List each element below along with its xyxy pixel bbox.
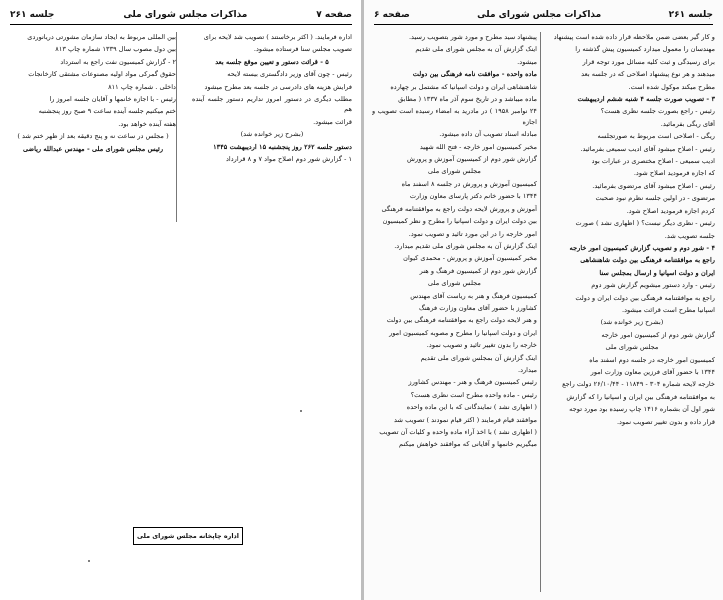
paragraph: مخبر کمیسیون آموزش و پرورش - محمدی کیوان xyxy=(403,254,537,263)
text-column-left xyxy=(10,32,176,156)
paragraph: ۳ - تصویب صورت جلسه ۴ شنبه ششم اردیبهشت xyxy=(577,95,715,104)
paragraph: میدهند و هر نوع پیشنهاد اصلاحی که در جلسه بعد xyxy=(581,70,715,79)
session-number: جلسه ۲۶۱ xyxy=(10,10,55,20)
paragraph: ایران و دولت اسپانیا را مطرح و مصوبه کمیسیون امور xyxy=(389,328,537,337)
paragraph: مجلس شورای ملی xyxy=(605,343,659,352)
paragraph: حقوق گمرکی مواد اولیه مصنوعات مشتقی کارخانجات xyxy=(28,70,176,79)
paragraph: رئیس - اصلاح میشود آقای مرتضوی بفرمائید. xyxy=(592,181,715,190)
right-page xyxy=(364,0,723,600)
paragraph: اینک گزارش آن به مجلس شورای ملی تقدیم میدارد. xyxy=(394,241,537,250)
publication-title: مذاکرات مجلس شورای ملی xyxy=(477,10,602,20)
text-column-right xyxy=(192,32,352,166)
paragraph: میگیریم خانمها و آقایانی که موافقند خواهش میکنم xyxy=(399,440,537,449)
header-rule xyxy=(374,24,713,25)
paragraph: و هنر لایحه دولت راجع به موافقتنامه فرهنگی بین دولت xyxy=(386,316,537,325)
paragraph: مطرح میکند موکول شده است. xyxy=(628,82,715,91)
paragraph: پیشنهاد سید مطرح و مورد شور بتصویب رسید. xyxy=(408,33,537,41)
paragraph: ۱ - گزارش شور دوم اصلاح مواد ۷ و ۸ قرارداد xyxy=(225,155,352,164)
session-number: جلسه ۲۶۱ xyxy=(668,10,713,20)
paragraph: کردم اجازه فرمودید اصلاح شود. xyxy=(626,206,715,215)
paragraph: رئیس - راجع بصورت جلسه نظری هست؟ xyxy=(600,107,715,116)
paragraph: داخلی . شماره چاپ ۸۱۱ xyxy=(108,82,176,91)
paragraph: موافقند قیام فرمایند ( اکثر قیام نمودند ) تصویب شد xyxy=(394,415,537,424)
paragraph: رئیس - نظری دیگر نیست؟ ( اظهاری نشد ) صورت xyxy=(575,219,715,228)
paragraph: شاهنشاهی ایران و دولت اسپانیا که مشتمل بر چهارده xyxy=(390,82,537,91)
paragraph: ادیب سمیعی - اصلاح مختصری در عبارات بود xyxy=(591,157,715,166)
paragraph: رئیس - چون آقای وزیر دادگستری بیسته لایحه xyxy=(227,70,352,79)
paragraph: قرار داده و بدون تغییر تصویب نمود. xyxy=(616,417,715,426)
page-header xyxy=(10,8,352,22)
paragraph: فرایش هزینه های دادرسی در جلسه بعد مطرح میشود xyxy=(204,82,352,91)
paragraph: ریگی - اصلاحی است مربوط به صورتجلسه xyxy=(597,132,715,141)
paragraph: رئیس - اصلاح میشود آقای ادیب سمیعی بفرمائید. xyxy=(580,144,715,153)
paragraph: راجع به موافقتنامه فرهنگی بین دولت شاهنشاهی xyxy=(580,256,715,265)
paragraph: خارجه را بدون تغییر تائید و تصویب نمود. xyxy=(426,341,537,350)
paragraph: ( اظهاری نشد ) نمایندگانی که با این ماده واحده xyxy=(406,403,537,412)
paragraph: بین المللی مربوط به ایجاد سازمان مشورتی دریانوردی xyxy=(27,33,176,41)
column-divider xyxy=(176,32,177,222)
paragraph: کمیسیون فرهنگ و هنر به ریاست آقای مهندس xyxy=(410,291,537,300)
text-column-left xyxy=(372,32,537,594)
paragraph: گزارش شور دوم از کمیسیون آموزش و پرورش xyxy=(407,155,537,164)
paragraph: کمیسیون امور خارجه در جلسه دوم اسفند ماه xyxy=(589,355,715,364)
paragraph: رئیس - با اجازه خانمها و آقایان جلسه امروز را xyxy=(49,95,176,104)
paragraph: شور اول آن بشماره ۱۴۱۶ چاپ رسیده بود مورد توجه xyxy=(569,405,715,414)
paragraph: به موافقتنامه فرهنگی بین ایران و اسپانیا را که گزارش xyxy=(566,392,715,401)
text-column-right xyxy=(549,32,715,594)
paragraph: آقای ریگی بفرمائید. xyxy=(660,119,715,128)
paragraph: مجلس شورای ملی xyxy=(428,279,481,288)
paragraph: آموزش و پرورش لایحه دولت راجع به موافقتنامه فرهنگی xyxy=(381,204,537,213)
paragraph: کمیسیون آموزش و پرورش در جلسه ۸ اسفند ماه xyxy=(401,179,537,188)
paragraph: ۱۳۴۴ با حضور خانم دکتر پارسای معاون وزارت xyxy=(409,192,537,201)
header-rule xyxy=(10,24,352,25)
paragraph: مخبر کمیسیون امور خارجه - فتح الله شهید xyxy=(419,142,537,151)
paragraph: ۲ - گزارش کمیسیون نفت راجع به استرداد xyxy=(60,57,176,66)
paragraph: قرائت میشود. xyxy=(313,117,352,126)
paragraph: مبادله اسناد تصویب آن داده میشود. xyxy=(439,130,537,139)
paragraph: (بشرح زیر خوانده شد) xyxy=(240,130,304,139)
printing-house-stamp: اداره چاپخانه مجلس شورای ملی xyxy=(133,527,243,545)
paragraph: مطلب دیگری در دستور امروز نداریم دستور جلسه آینده هم xyxy=(192,95,352,114)
paragraph: ۱۳۴۴ با حضور آقای فرزین معاون وزارت امور xyxy=(590,367,715,376)
paragraph: اینک گزارش آن بمجلس شورای ملی تقدیم xyxy=(420,353,537,362)
paragraph: ( مجلس در ساعت نه و پنج دقیقه بعد از ظهر ختم شد ) xyxy=(17,132,169,141)
paragraph: ماده میباشد و در تاریخ سوم آذر ماه ۱۳۳۷ ( مطابق xyxy=(398,95,537,104)
page-header xyxy=(374,8,713,22)
paragraph: میدارد. xyxy=(517,365,537,374)
paragraph: بین دولت ایران و دولت اسپانیا را مطرح و نظر کمیسیون xyxy=(382,217,537,226)
paragraph: بین دول مصوب سال ۱۳۳۹ شماره چاپ ۸۱۳ xyxy=(55,45,176,54)
paragraph: راجع به موافقتنامه فرهنگی بین دولت ایران و دولت xyxy=(575,293,715,302)
paragraph: ایران و دولت اسپانیا و ارسال بمجلس سنا xyxy=(599,268,715,277)
paragraph: (بشرح زیر خوانده شد) xyxy=(600,318,664,327)
paragraph: جلسه تصویب شد. xyxy=(664,231,715,240)
paragraph: هفته آینده خواهد بود. xyxy=(118,119,176,128)
paragraph: برای رسیدگی و ثبت کلیه مسائل مورد توجه قرار xyxy=(582,57,715,66)
paragraph: رئیس - ماده واحده مطرح است نظری هست؟ xyxy=(410,390,537,399)
paragraph: مرتضوی - در اولین جلسه نظرم نبود صحبت xyxy=(595,194,715,203)
scan-speck xyxy=(300,410,302,412)
paragraph: رئیس - وارد دستور میشویم گزارش شور دوم xyxy=(591,281,715,290)
paragraph: ۲۴ نوامبر ۱۹۵۸ ) در مادرید به امضاء رسیده است تصویب و اجازه xyxy=(372,107,537,126)
publication-title: مذاکرات مجلس شورای ملی xyxy=(123,10,248,20)
paragraph: تصویب مجلس سنا فرستاده میشود. xyxy=(253,45,352,54)
paragraph: ماده واحده - موافقت نامه فرهنگی بین دولت xyxy=(412,70,537,79)
paragraph: خارجه لایحه شماره ۳۰۴ - ۱۱۸۴۹ - ۲۶/۱۰/۴۴ دولت راجع xyxy=(562,380,715,389)
paragraph: رئیس کمیسیون فرهنگ و هنر - مهندس کشاورز xyxy=(408,378,537,387)
paragraph: مهندسان را معمول میدارد کمیسیون پیش گذشته را xyxy=(575,45,715,54)
paragraph: گزارش شور دوم از کمیسیون فرهنگ و هنر xyxy=(419,266,537,275)
paragraph: کشاورز با حضور آقای معاون وزارت فرهنگ xyxy=(418,303,537,312)
paragraph: و کار گیر بعضی ضمن ملاحظه قرار داده شده است پیشنهاد xyxy=(553,33,715,41)
paragraph: امور خارجه را در این مورد تائید و تصویب نمود. xyxy=(408,229,537,238)
page-number-label: صفحه ۷ xyxy=(316,10,352,20)
paragraph: ۵ - قرائت دستور و تعیین موقع جلسه بعد xyxy=(215,57,329,66)
paragraph: اینک گزارش آن به مجلس شورای ملی تقدیم xyxy=(415,45,537,54)
paragraph: ( اظهاری نشد ) با اخذ آراء ماده واحده و کلیات آن تصویب xyxy=(379,428,537,436)
page-number-label: صفحه ۶ xyxy=(374,10,410,20)
paragraph: گزارش شور دوم از کمیسیون امور خارجه xyxy=(601,330,715,339)
paragraph: اسپانیا مطرح است قرائت میشود. xyxy=(621,305,715,314)
paragraph: میشود. xyxy=(517,57,537,66)
paragraph: مجلس شورای ملی xyxy=(428,167,481,176)
column-divider xyxy=(540,32,541,592)
paragraph: دستور جلسه ۲۶۲ روز پنجشنبه ۱۵ اردیبهشت ۱۳۴۵ xyxy=(213,142,352,151)
paragraph: ۴ - شور دوم و تصویب گزارش کمیسیون امور خارجه xyxy=(569,243,715,252)
paragraph: اداره فرمایند. ( اکثر برخاستند ) تصویب شد لایحه برای xyxy=(203,33,352,41)
paragraph: رئیس مجلس شورای ملی - مهندس عبدالله ریاضی xyxy=(22,144,164,153)
paragraph: ختم میکنیم جلسه آینده ساعت ۹ صبح روز پنجشنبه xyxy=(38,107,176,116)
paragraph: که اجازه فرمودید اصلاح شود. xyxy=(633,169,715,178)
scan-speck xyxy=(88,560,90,562)
